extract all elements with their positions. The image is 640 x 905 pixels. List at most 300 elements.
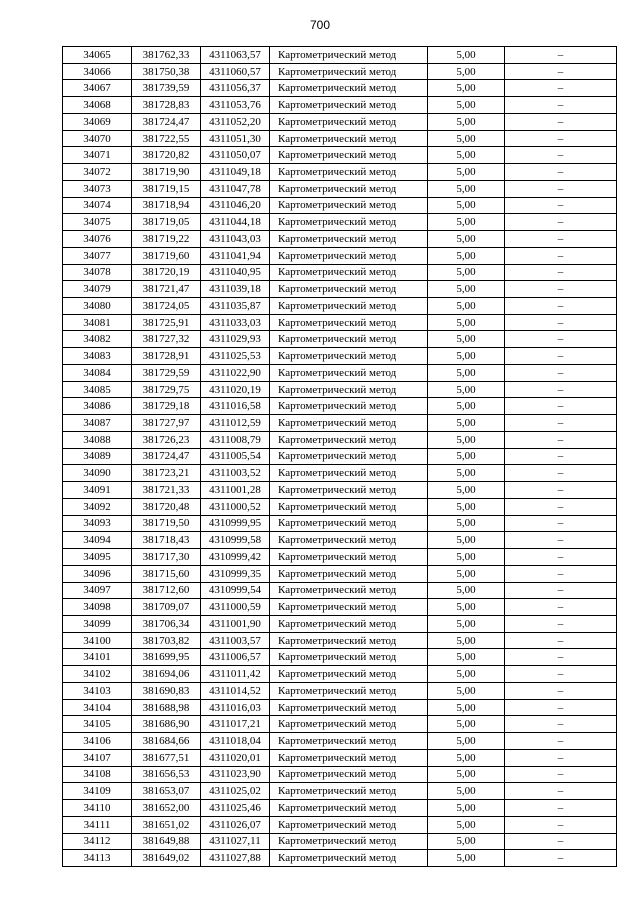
description-cell: – (505, 63, 617, 80)
x-coordinate-cell: 381728,91 (132, 348, 201, 365)
method-cell: Картометрический метод (270, 699, 428, 716)
precision-cell: 5,00 (428, 247, 505, 264)
table-row (63, 331, 617, 348)
x-coordinate-cell: 381718,43 (132, 532, 201, 549)
method-cell: Картометрический метод (270, 331, 428, 348)
method-cell: Картометрический метод (270, 498, 428, 515)
x-coordinate-cell: 381653,07 (132, 783, 201, 800)
method-cell: Картометрический метод (270, 716, 428, 733)
point-number-cell: 34111 (63, 816, 132, 833)
y-coordinate-cell: 4311053,76 (201, 97, 270, 114)
table-row (63, 549, 617, 566)
description-cell: – (505, 147, 617, 164)
precision-cell: 5,00 (428, 615, 505, 632)
x-coordinate-cell: 381719,05 (132, 214, 201, 231)
method-cell: Картометрический метод (270, 97, 428, 114)
precision-cell: 5,00 (428, 549, 505, 566)
method-cell: Картометрический метод (270, 47, 428, 64)
precision-cell: 5,00 (428, 264, 505, 281)
x-coordinate-cell: 381721,33 (132, 482, 201, 499)
table-row (63, 800, 617, 817)
table-row (63, 247, 617, 264)
point-number-cell: 34072 (63, 164, 132, 181)
x-coordinate-cell: 381728,83 (132, 97, 201, 114)
precision-cell: 5,00 (428, 147, 505, 164)
point-number-cell: 34105 (63, 716, 132, 733)
precision-cell: 5,00 (428, 180, 505, 197)
y-coordinate-cell: 4311039,18 (201, 281, 270, 298)
method-cell: Картометрический метод (270, 381, 428, 398)
description-cell: – (505, 331, 617, 348)
description-cell: – (505, 113, 617, 130)
x-coordinate-cell: 381722,55 (132, 130, 201, 147)
point-number-cell: 34108 (63, 766, 132, 783)
method-cell: Картометрический метод (270, 281, 428, 298)
y-coordinate-cell: 4311051,30 (201, 130, 270, 147)
precision-cell: 5,00 (428, 97, 505, 114)
point-number-cell: 34097 (63, 582, 132, 599)
x-coordinate-cell: 381727,97 (132, 415, 201, 432)
method-cell: Картометрический метод (270, 80, 428, 97)
table-row (63, 582, 617, 599)
precision-cell: 5,00 (428, 298, 505, 315)
point-number-cell: 34099 (63, 615, 132, 632)
description-cell: – (505, 298, 617, 315)
description-cell: – (505, 699, 617, 716)
x-coordinate-cell: 381651,02 (132, 816, 201, 833)
x-coordinate-cell: 381694,06 (132, 666, 201, 683)
description-cell: – (505, 415, 617, 432)
y-coordinate-cell: 4311040,95 (201, 264, 270, 281)
x-coordinate-cell: 381719,50 (132, 515, 201, 532)
point-number-cell: 34081 (63, 314, 132, 331)
precision-cell: 5,00 (428, 682, 505, 699)
precision-cell: 5,00 (428, 314, 505, 331)
y-coordinate-cell: 4311008,79 (201, 431, 270, 448)
method-cell: Картометрический метод (270, 364, 428, 381)
table-row (63, 97, 617, 114)
x-coordinate-cell: 381727,32 (132, 331, 201, 348)
coordinates-table (62, 46, 617, 867)
point-number-cell: 34095 (63, 549, 132, 566)
point-number-cell: 34075 (63, 214, 132, 231)
page-number: 700 (309, 18, 331, 32)
precision-cell: 5,00 (428, 850, 505, 867)
table-row (63, 264, 617, 281)
table-row (63, 498, 617, 515)
method-cell: Картометрический метод (270, 666, 428, 683)
description-cell: – (505, 180, 617, 197)
method-cell: Картометрический метод (270, 783, 428, 800)
x-coordinate-cell: 381723,21 (132, 465, 201, 482)
description-cell: – (505, 465, 617, 482)
table-row (63, 164, 617, 181)
description-cell: – (505, 599, 617, 616)
precision-cell: 5,00 (428, 214, 505, 231)
x-coordinate-cell: 381729,75 (132, 381, 201, 398)
table-row (63, 833, 617, 850)
point-number-cell: 34070 (63, 130, 132, 147)
x-coordinate-cell: 381719,22 (132, 231, 201, 248)
point-number-cell: 34067 (63, 80, 132, 97)
table-row (63, 398, 617, 415)
point-number-cell: 34065 (63, 47, 132, 64)
description-cell: – (505, 398, 617, 415)
method-cell: Картометрический метод (270, 649, 428, 666)
description-cell: – (505, 498, 617, 515)
y-coordinate-cell: 4311063,57 (201, 47, 270, 64)
y-coordinate-cell: 4311027,11 (201, 833, 270, 850)
table-row (63, 649, 617, 666)
table-row (63, 465, 617, 482)
y-coordinate-cell: 4311025,02 (201, 783, 270, 800)
description-cell: – (505, 766, 617, 783)
precision-cell: 5,00 (428, 800, 505, 817)
table-row (63, 197, 617, 214)
description-cell: – (505, 197, 617, 214)
x-coordinate-cell: 381721,47 (132, 281, 201, 298)
point-number-cell: 34085 (63, 381, 132, 398)
y-coordinate-cell: 4311014,52 (201, 682, 270, 699)
point-number-cell: 34098 (63, 599, 132, 616)
y-coordinate-cell: 4311000,52 (201, 498, 270, 515)
table-row (63, 565, 617, 582)
description-cell: – (505, 214, 617, 231)
table-row (63, 231, 617, 248)
table-row (63, 615, 617, 632)
y-coordinate-cell: 4311003,52 (201, 465, 270, 482)
x-coordinate-cell: 381724,47 (132, 113, 201, 130)
method-cell: Картометрический метод (270, 431, 428, 448)
description-cell: – (505, 816, 617, 833)
x-coordinate-cell: 381715,60 (132, 565, 201, 582)
y-coordinate-cell: 4311056,37 (201, 80, 270, 97)
table-row (63, 298, 617, 315)
method-cell: Картометрический метод (270, 733, 428, 750)
method-cell: Картометрический метод (270, 180, 428, 197)
description-cell: – (505, 482, 617, 499)
description-cell: – (505, 532, 617, 549)
precision-cell: 5,00 (428, 599, 505, 616)
method-cell: Картометрический метод (270, 749, 428, 766)
coordinates-table-body (63, 47, 617, 867)
x-coordinate-cell: 381649,02 (132, 850, 201, 867)
x-coordinate-cell: 381709,07 (132, 599, 201, 616)
method-cell: Картометрический метод (270, 314, 428, 331)
table-row (63, 666, 617, 683)
point-number-cell: 34080 (63, 298, 132, 315)
point-number-cell: 34089 (63, 448, 132, 465)
point-number-cell: 34077 (63, 247, 132, 264)
y-coordinate-cell: 4311005,54 (201, 448, 270, 465)
y-coordinate-cell: 4311016,03 (201, 699, 270, 716)
precision-cell: 5,00 (428, 197, 505, 214)
y-coordinate-cell: 4311043,03 (201, 231, 270, 248)
x-coordinate-cell: 381726,23 (132, 431, 201, 448)
precision-cell: 5,00 (428, 816, 505, 833)
x-coordinate-cell: 381720,82 (132, 147, 201, 164)
method-cell: Картометрический метод (270, 298, 428, 315)
point-number-cell: 34100 (63, 632, 132, 649)
method-cell: Картометрический метод (270, 582, 428, 599)
method-cell: Картометрический метод (270, 398, 428, 415)
table-row (63, 130, 617, 147)
y-coordinate-cell: 4311017,21 (201, 716, 270, 733)
precision-cell: 5,00 (428, 649, 505, 666)
table-row (63, 80, 617, 97)
table-row (63, 63, 617, 80)
method-cell: Картометрический метод (270, 766, 428, 783)
precision-cell: 5,00 (428, 130, 505, 147)
description-cell: – (505, 666, 617, 683)
x-coordinate-cell: 381719,90 (132, 164, 201, 181)
x-coordinate-cell: 381729,59 (132, 364, 201, 381)
x-coordinate-cell: 381686,90 (132, 716, 201, 733)
point-number-cell: 34083 (63, 348, 132, 365)
precision-cell: 5,00 (428, 348, 505, 365)
table-row (63, 314, 617, 331)
method-cell: Картометрический метод (270, 63, 428, 80)
precision-cell: 5,00 (428, 632, 505, 649)
method-cell: Картометрический метод (270, 214, 428, 231)
precision-cell: 5,00 (428, 398, 505, 415)
y-coordinate-cell: 4311044,18 (201, 214, 270, 231)
y-coordinate-cell: 4311001,28 (201, 482, 270, 499)
x-coordinate-cell: 381729,18 (132, 398, 201, 415)
precision-cell: 5,00 (428, 699, 505, 716)
y-coordinate-cell: 4311033,03 (201, 314, 270, 331)
y-coordinate-cell: 4311023,90 (201, 766, 270, 783)
point-number-cell: 34094 (63, 532, 132, 549)
method-cell: Картометрический метод (270, 448, 428, 465)
point-number-cell: 34087 (63, 415, 132, 432)
y-coordinate-cell: 4310999,95 (201, 515, 270, 532)
precision-cell: 5,00 (428, 231, 505, 248)
method-cell: Картометрический метод (270, 482, 428, 499)
point-number-cell: 34082 (63, 331, 132, 348)
description-cell: – (505, 716, 617, 733)
point-number-cell: 34066 (63, 63, 132, 80)
precision-cell: 5,00 (428, 565, 505, 582)
description-cell: – (505, 47, 617, 64)
description-cell: – (505, 850, 617, 867)
y-coordinate-cell: 4311046,20 (201, 197, 270, 214)
method-cell: Картометрический метод (270, 415, 428, 432)
y-coordinate-cell: 4310999,58 (201, 532, 270, 549)
y-coordinate-cell: 4311020,01 (201, 749, 270, 766)
description-cell: – (505, 130, 617, 147)
precision-cell: 5,00 (428, 415, 505, 432)
table-row (63, 850, 617, 867)
table-row (63, 532, 617, 549)
table-row (63, 716, 617, 733)
method-cell: Картометрический метод (270, 147, 428, 164)
description-cell: – (505, 97, 617, 114)
description-cell: – (505, 515, 617, 532)
table-row (63, 599, 617, 616)
point-number-cell: 34078 (63, 264, 132, 281)
point-number-cell: 34086 (63, 398, 132, 415)
table-row (63, 816, 617, 833)
description-cell: – (505, 733, 617, 750)
y-coordinate-cell: 4311022,90 (201, 364, 270, 381)
description-cell: – (505, 632, 617, 649)
x-coordinate-cell: 381724,05 (132, 298, 201, 315)
precision-cell: 5,00 (428, 80, 505, 97)
description-cell: – (505, 682, 617, 699)
y-coordinate-cell: 4311003,57 (201, 632, 270, 649)
description-cell: – (505, 247, 617, 264)
y-coordinate-cell: 4311016,58 (201, 398, 270, 415)
table-row (63, 113, 617, 130)
x-coordinate-cell: 381688,98 (132, 699, 201, 716)
y-coordinate-cell: 4311035,87 (201, 298, 270, 315)
x-coordinate-cell: 381739,59 (132, 80, 201, 97)
precision-cell: 5,00 (428, 515, 505, 532)
x-coordinate-cell: 381718,94 (132, 197, 201, 214)
table-row (63, 281, 617, 298)
point-number-cell: 34112 (63, 833, 132, 850)
precision-cell: 5,00 (428, 381, 505, 398)
table-row (63, 682, 617, 699)
precision-cell: 5,00 (428, 482, 505, 499)
table-row (63, 415, 617, 432)
description-cell: – (505, 314, 617, 331)
x-coordinate-cell: 381656,53 (132, 766, 201, 783)
y-coordinate-cell: 4311050,07 (201, 147, 270, 164)
x-coordinate-cell: 381750,38 (132, 63, 201, 80)
table-row (63, 180, 617, 197)
point-number-cell: 34104 (63, 699, 132, 716)
table-row (63, 448, 617, 465)
precision-cell: 5,00 (428, 331, 505, 348)
y-coordinate-cell: 4311011,42 (201, 666, 270, 683)
y-coordinate-cell: 4311052,20 (201, 113, 270, 130)
table-row (63, 632, 617, 649)
point-number-cell: 34106 (63, 733, 132, 750)
table-row (63, 348, 617, 365)
precision-cell: 5,00 (428, 164, 505, 181)
y-coordinate-cell: 4310999,35 (201, 565, 270, 582)
y-coordinate-cell: 4311020,19 (201, 381, 270, 398)
x-coordinate-cell: 381724,47 (132, 448, 201, 465)
x-coordinate-cell: 381684,66 (132, 733, 201, 750)
table-row (63, 515, 617, 532)
description-cell: – (505, 582, 617, 599)
precision-cell: 5,00 (428, 733, 505, 750)
table-row (63, 214, 617, 231)
description-cell: – (505, 431, 617, 448)
description-cell: – (505, 649, 617, 666)
precision-cell: 5,00 (428, 431, 505, 448)
x-coordinate-cell: 381652,00 (132, 800, 201, 817)
y-coordinate-cell: 4311018,04 (201, 733, 270, 750)
method-cell: Картометрический метод (270, 682, 428, 699)
point-number-cell: 34092 (63, 498, 132, 515)
point-number-cell: 34069 (63, 113, 132, 130)
precision-cell: 5,00 (428, 465, 505, 482)
point-number-cell: 34091 (63, 482, 132, 499)
x-coordinate-cell: 381712,60 (132, 582, 201, 599)
x-coordinate-cell: 381699,95 (132, 649, 201, 666)
x-coordinate-cell: 381690,83 (132, 682, 201, 699)
y-coordinate-cell: 4311006,57 (201, 649, 270, 666)
method-cell: Картометрический метод (270, 850, 428, 867)
precision-cell: 5,00 (428, 766, 505, 783)
method-cell: Картометрический метод (270, 197, 428, 214)
method-cell: Картометрический метод (270, 113, 428, 130)
method-cell: Картометрический метод (270, 164, 428, 181)
precision-cell: 5,00 (428, 448, 505, 465)
y-coordinate-cell: 4310999,42 (201, 549, 270, 566)
y-coordinate-cell: 4311029,93 (201, 331, 270, 348)
point-number-cell: 34109 (63, 783, 132, 800)
y-coordinate-cell: 4311047,78 (201, 180, 270, 197)
point-number-cell: 34084 (63, 364, 132, 381)
y-coordinate-cell: 4311041,94 (201, 247, 270, 264)
point-number-cell: 34068 (63, 97, 132, 114)
precision-cell: 5,00 (428, 783, 505, 800)
x-coordinate-cell: 381720,48 (132, 498, 201, 515)
point-number-cell: 34071 (63, 147, 132, 164)
table-row (63, 783, 617, 800)
point-number-cell: 34113 (63, 850, 132, 867)
method-cell: Картометрический метод (270, 231, 428, 248)
y-coordinate-cell: 4311027,88 (201, 850, 270, 867)
description-cell: – (505, 80, 617, 97)
description-cell: – (505, 800, 617, 817)
point-number-cell: 34074 (63, 197, 132, 214)
method-cell: Картометрический метод (270, 833, 428, 850)
x-coordinate-cell: 381719,60 (132, 247, 201, 264)
table-row (63, 482, 617, 499)
x-coordinate-cell: 381719,15 (132, 180, 201, 197)
method-cell: Картометрический метод (270, 816, 428, 833)
point-number-cell: 34088 (63, 431, 132, 448)
x-coordinate-cell: 381725,91 (132, 314, 201, 331)
y-coordinate-cell: 4311025,53 (201, 348, 270, 365)
y-coordinate-cell: 4311026,07 (201, 816, 270, 833)
description-cell: – (505, 348, 617, 365)
method-cell: Картометрический метод (270, 515, 428, 532)
description-cell: – (505, 749, 617, 766)
point-number-cell: 34093 (63, 515, 132, 532)
point-number-cell: 34073 (63, 180, 132, 197)
description-cell: – (505, 833, 617, 850)
point-number-cell: 34079 (63, 281, 132, 298)
method-cell: Картометрический метод (270, 532, 428, 549)
y-coordinate-cell: 4311025,46 (201, 800, 270, 817)
point-number-cell: 34076 (63, 231, 132, 248)
x-coordinate-cell: 381762,33 (132, 47, 201, 64)
point-number-cell: 34101 (63, 649, 132, 666)
precision-cell: 5,00 (428, 63, 505, 80)
precision-cell: 5,00 (428, 364, 505, 381)
table-row (63, 147, 617, 164)
method-cell: Картометрический метод (270, 615, 428, 632)
precision-cell: 5,00 (428, 716, 505, 733)
point-number-cell: 34107 (63, 749, 132, 766)
method-cell: Картометрический метод (270, 465, 428, 482)
precision-cell: 5,00 (428, 666, 505, 683)
y-coordinate-cell: 4311012,59 (201, 415, 270, 432)
method-cell: Картометрический метод (270, 247, 428, 264)
point-number-cell: 34102 (63, 666, 132, 683)
table-row (63, 431, 617, 448)
table-row (63, 364, 617, 381)
y-coordinate-cell: 4311060,57 (201, 63, 270, 80)
method-cell: Картометрический метод (270, 800, 428, 817)
